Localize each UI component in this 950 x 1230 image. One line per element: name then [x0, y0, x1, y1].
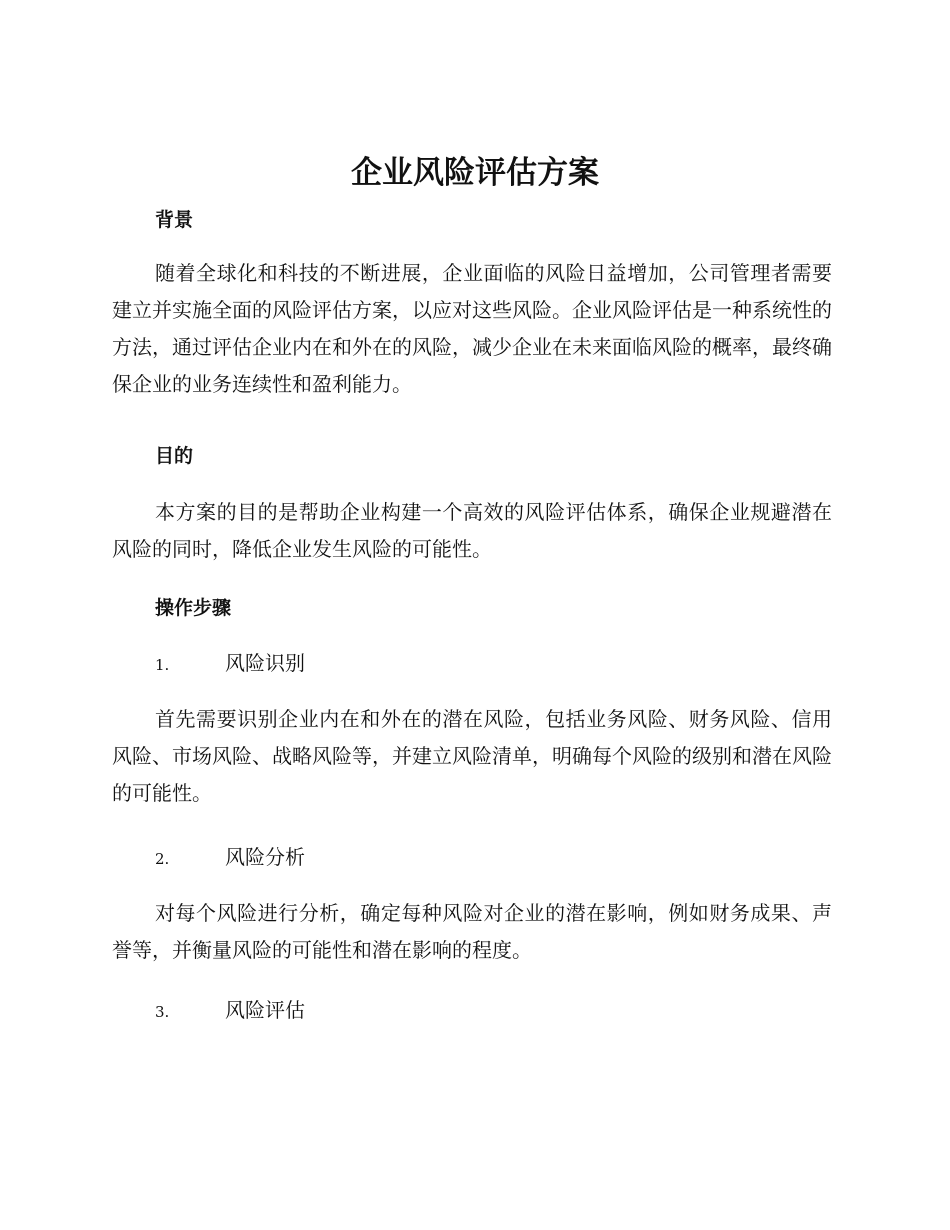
- paragraph-step-1: 首先需要识别企业内在和外在的潜在风险，包括业务风险、财务风险、信用风险、市场风险、战略风险等，并建立风险清单，明确每个风险的级别和潜在风险的可能性。: [112, 707, 832, 805]
- step-number: 1.: [155, 656, 170, 674]
- step-item-2: [155, 842, 305, 874]
- heading-purpose: 目的: [155, 445, 194, 467]
- heading-steps: 操作步骤: [155, 597, 232, 619]
- step-item-3: [155, 995, 305, 1027]
- paragraph-step-2: 对每个风险进行分析，确定每种风险对企业的潜在影响，例如财务成果、声誉等，并衡量风险的可能性和潜在影响的程度。: [112, 901, 832, 962]
- step-title: 风险评估: [225, 998, 305, 1022]
- step-number: 2.: [155, 850, 170, 868]
- heading-background: 背景: [155, 209, 194, 231]
- paragraph-purpose: 本方案的目的是帮助企业构建一个高效的风险评估体系，确保企业规避潜在风险的同时，降低企业发生风险的可能性。: [112, 500, 832, 561]
- step-item-1: [155, 648, 305, 680]
- step-title: 风险识别: [225, 651, 305, 675]
- step-title: 风险分析: [225, 845, 305, 869]
- paragraph-background: 随着全球化和科技的不断进展，企业面临的风险日益增加，公司管理者需要建立并实施全面的风险评估方案，以应对这些风险。企业风险评估是一种系统性的方法，通过评估企业内在和外在的风险，减少企业在未来面临风险的概率，最终确保企业的业务连续性和盈利能力。: [112, 261, 832, 396]
- document-title: 企业风险评估方案: [351, 155, 599, 191]
- step-number: 3.: [155, 1003, 170, 1021]
